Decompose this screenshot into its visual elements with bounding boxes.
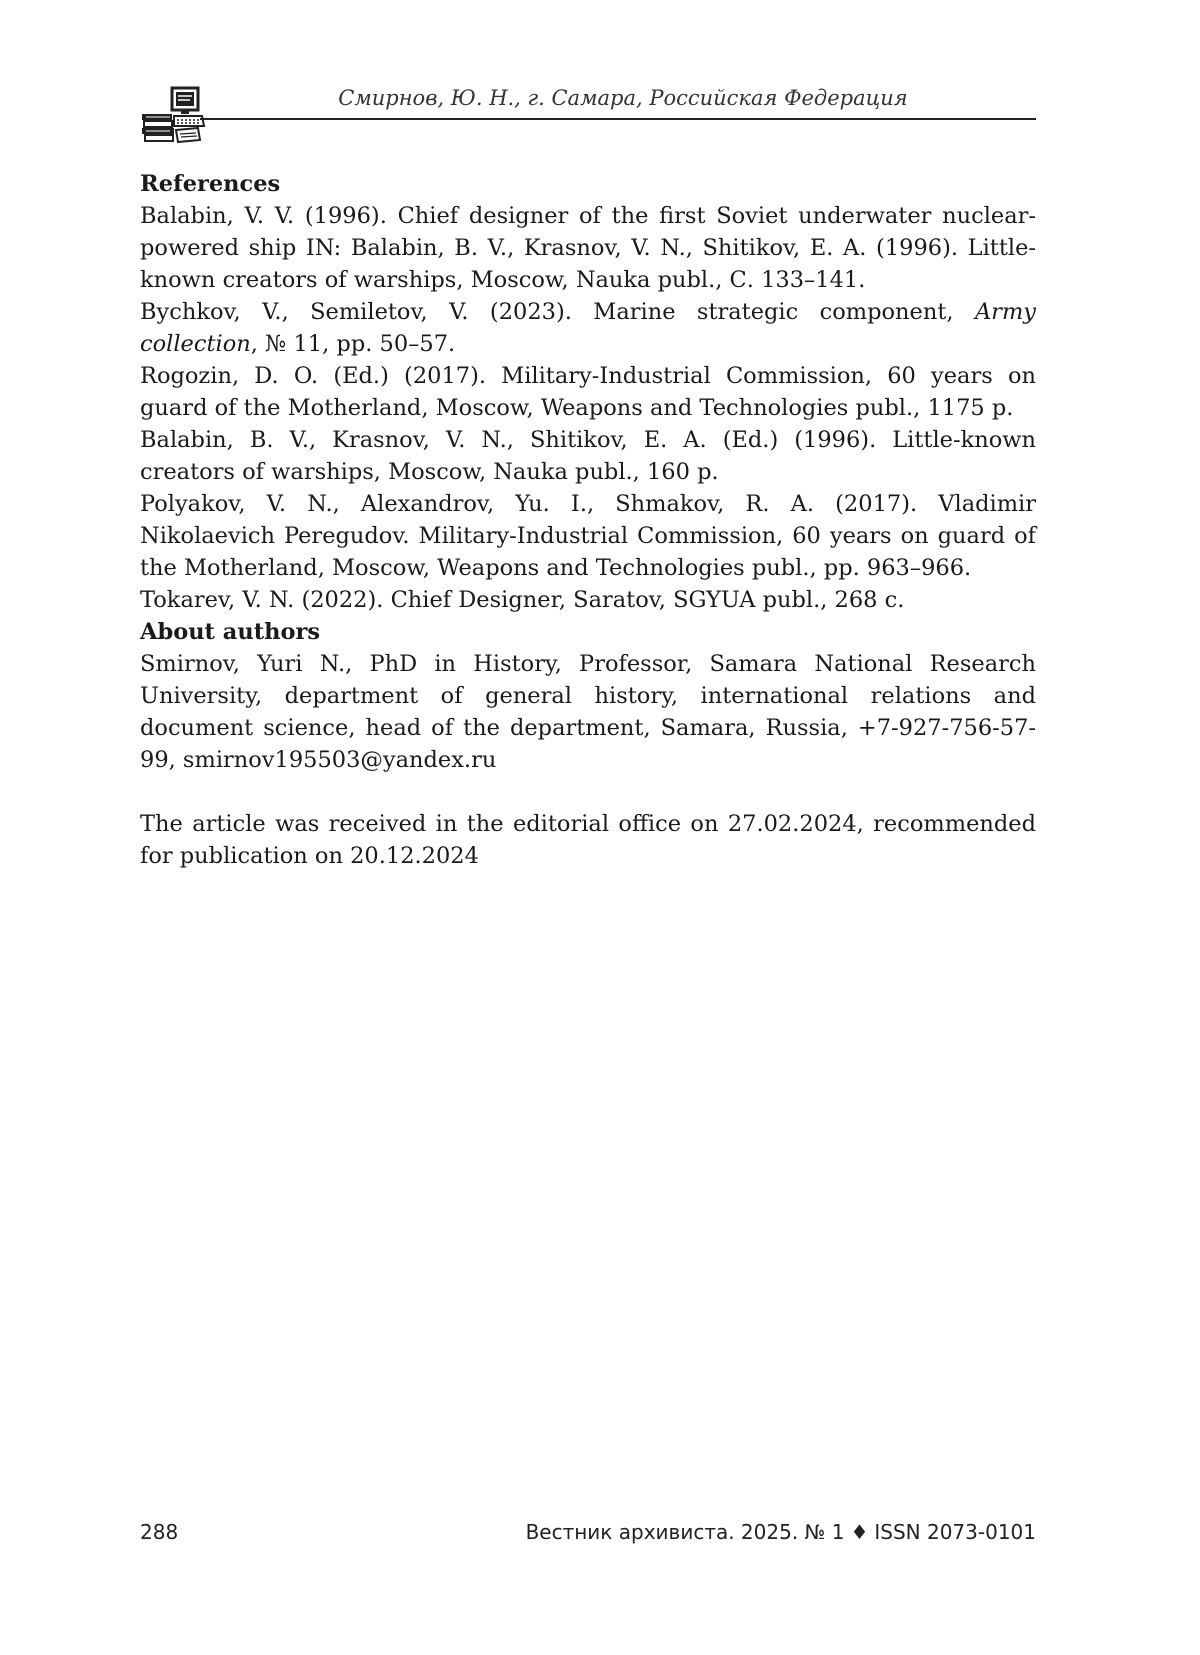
reference-item: Balabin, V. V. (1996). Chief designer of the first Soviet underwater nuclear-powered ship IN: Balabin, B. V., Krasnov, V. N., Shitikov, E. A. (1996). Little-known creators of warships, Moscow, Nauka publ., С. 133–141. xyxy=(140,203,1036,293)
books-computer-logo-icon xyxy=(140,84,206,144)
reference-item: Polyakov, V. N., Alexandrov, Yu. I., Shmakov, R. A. (2017). Vladimir Nikolaevich Peregudov. Military-Industrial Commission, 60 years on guard of the Motherland, Moscow, Weapons and Technologies publ., pp. 963–966. xyxy=(140,491,1036,581)
article-body xyxy=(140,168,1036,895)
running-header xyxy=(140,78,1036,150)
references-heading: References xyxy=(140,171,281,197)
reference-text: , № 11, pp. 50–57. xyxy=(250,331,456,357)
reference-item: Tokarev, V. N. (2022). Chief Designer, Saratov, SGYUA publ., 268 с. xyxy=(140,587,905,613)
issn: ISSN 2073-0101 xyxy=(874,1520,1036,1544)
diamond-separator-icon: ♦ xyxy=(850,1520,869,1544)
reference-item: Balabin, B. V., Krasnov, V. N., Shitikov, E. A. (Ed.) (1996). Little-known creators of warships, Moscow, Nauka publ., 160 p. xyxy=(140,427,1036,485)
header-rule xyxy=(200,118,1036,120)
author-info: Smirnov, Yuri N., PhD in History, Professor, Samara National Research University, department of general history, international relations and document science, head of the department, Samara, Russia, +7-927-756-57-99, smirnov195503@yandex.ru xyxy=(140,651,1036,773)
received-note: The article was received in the editorial office on 27.02.2024, recommended for publication on 20.12.2024 xyxy=(140,811,1036,869)
reference-item xyxy=(140,296,1036,360)
reference-item: Rogozin, D. O. (Ed.) (2017). Military-Industrial Commission, 60 years on guard of the Motherland, Moscow, Weapons and Technologies publ., 1175 p. xyxy=(140,363,1036,421)
about-authors-heading: About authors xyxy=(140,619,320,645)
reference-journal-title: Army collection xyxy=(140,299,1036,357)
page-number: 288 xyxy=(140,1520,179,1544)
running-title: Смирнов, Ю. Н., г. Самара, Российская Федерация xyxy=(338,86,908,110)
journal-info xyxy=(526,1520,1036,1544)
reference-text: Bychkov, V., Semiletov, V. (2023). Marine strategic component, xyxy=(140,299,975,325)
journal-name: Вестник архивиста. 2025. № 1 xyxy=(525,1520,845,1544)
